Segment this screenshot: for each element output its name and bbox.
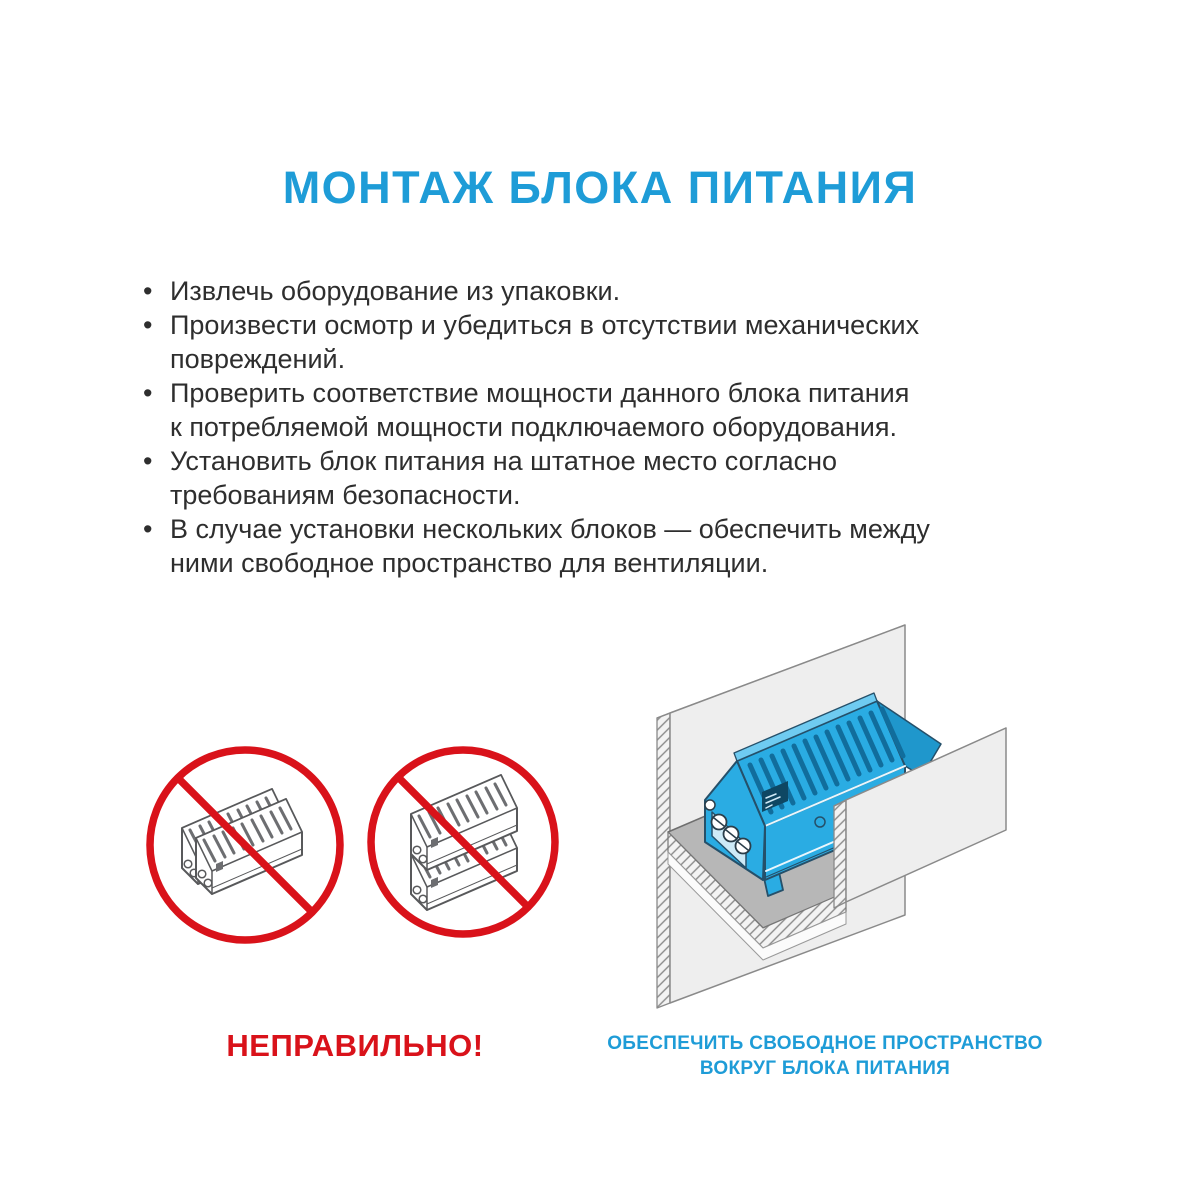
installation-clearance-diagram [620,618,1060,1048]
instruction-item [143,376,1073,444]
bullet-icon: • [143,310,153,340]
instruction-text: Извлечь оборудование из упаковки. [170,276,621,306]
clearance-caption: ОБЕСПЕЧИТЬ СВОБОДНОЕ ПРОСТРАНСТВО ВОКРУГ БЛОКА ПИТАНИЯ [607,1033,1043,1079]
instruction-text: Произвести осмотр и убедиться в отсутствии механических повреждений. [170,310,920,374]
bullet-icon: • [143,514,153,544]
bullet-icon: • [143,276,153,306]
instruction-item [143,308,1073,376]
instruction-item [143,512,1073,580]
instruction-text: В случае установки нескольких блоков — обеспечить между ними свободное пространство для вентиляции. [170,514,930,578]
page-title: МОНТАЖ БЛОКА ПИТАНИЯ [282,162,918,213]
bullet-icon: • [143,446,153,476]
wrong-label: НЕПРАВИЛЬНО! [226,1028,484,1063]
no-stacking-icon [363,742,563,942]
no-side-by-side-icon [140,740,350,950]
bullet-icon: • [143,378,153,408]
instruction-list [143,274,1073,580]
instruction-text: Проверить соответствие мощности данного блока питания к потребляемой мощности подключаемого оборудования. [170,378,910,442]
instruction-item [143,444,1073,512]
instruction-item [143,274,1073,308]
instruction-text: Установить блок питания на штатное место согласно требованиям безопасности. [170,446,838,510]
